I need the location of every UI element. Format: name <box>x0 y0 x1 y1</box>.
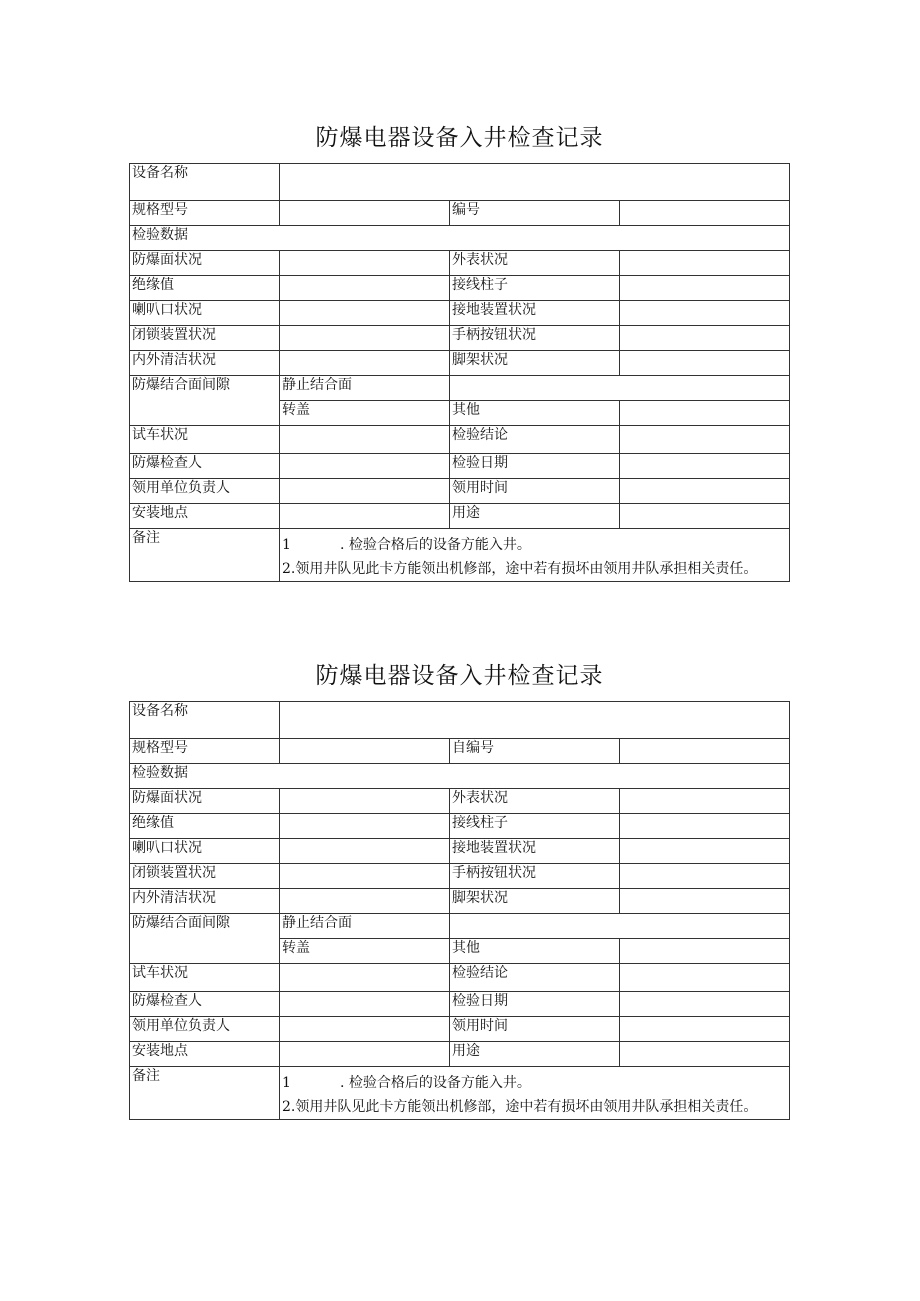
form-title: 防爆电器设备入井检查记录 <box>315 125 604 151</box>
field-conclusion[interactable] <box>620 964 790 992</box>
label-other: 其他 <box>450 401 620 426</box>
label-remarks: 备注 <box>130 1067 280 1120</box>
field-other[interactable] <box>620 939 790 964</box>
field-stand[interactable] <box>620 351 790 376</box>
label-explosion-surface: 防爆面状况 <box>130 251 280 276</box>
field-trial-run[interactable] <box>280 426 450 454</box>
field-device-name[interactable] <box>280 164 790 201</box>
remark-line-1 <box>282 533 787 557</box>
inspection-form-2 <box>129 656 790 1120</box>
label-receiver: 领用单位负责人 <box>130 479 280 504</box>
label-terminal: 接线柱子 <box>450 814 620 839</box>
label-grounding: 接地装置状况 <box>450 301 620 326</box>
label-handle-button: 手柄按钮状况 <box>450 326 620 351</box>
field-appearance[interactable] <box>620 251 790 276</box>
field-horn-mouth[interactable] <box>280 839 450 864</box>
label-usage: 用途 <box>450 504 620 529</box>
field-terminal[interactable] <box>620 276 790 301</box>
label-other: 其他 <box>450 939 620 964</box>
field-terminal[interactable] <box>620 814 790 839</box>
label-handle-button: 手柄按钮状况 <box>450 864 620 889</box>
field-install-location[interactable] <box>280 504 450 529</box>
field-explosion-surface[interactable] <box>280 251 450 276</box>
form-title: 防爆电器设备入井检查记录 <box>315 663 604 689</box>
remark-number-1: 1 <box>282 537 291 553</box>
field-inspector[interactable] <box>280 454 450 479</box>
field-insulation[interactable] <box>280 276 450 301</box>
label-receiver: 领用单位负责人 <box>130 1017 280 1042</box>
field-inspection-date[interactable] <box>620 992 790 1017</box>
remark-line-2: 2.领用井队见此卡方能领出机修部，途中若有损坏由领用井队承担相关责任。 <box>282 561 758 577</box>
field-cleaning[interactable] <box>280 351 450 376</box>
label-rotating-cover: 转盖 <box>280 401 450 426</box>
field-conclusion[interactable] <box>620 426 790 454</box>
label-receive-time: 领用时间 <box>450 1017 620 1042</box>
field-inspection-date[interactable] <box>620 454 790 479</box>
field-insulation[interactable] <box>280 814 450 839</box>
inspection-table <box>129 701 790 1120</box>
inspection-form-1 <box>129 118 790 582</box>
remarks-content <box>280 529 790 582</box>
field-static-joint[interactable] <box>450 914 790 939</box>
label-receive-time: 领用时间 <box>450 479 620 504</box>
field-inspector[interactable] <box>280 992 450 1017</box>
field-stand[interactable] <box>620 889 790 914</box>
field-install-location[interactable] <box>280 1042 450 1067</box>
label-spec-model: 规格型号 <box>130 201 280 226</box>
field-receive-time[interactable] <box>620 479 790 504</box>
label-install-location: 安装地点 <box>130 504 280 529</box>
field-device-name[interactable] <box>280 702 790 739</box>
label-usage: 用途 <box>450 1042 620 1067</box>
field-explosion-surface[interactable] <box>280 789 450 814</box>
label-appearance: 外表状况 <box>450 251 620 276</box>
field-lock-device[interactable] <box>280 326 450 351</box>
label-joint-gap: 防爆结合面间隙 <box>130 914 280 964</box>
field-static-joint[interactable] <box>450 376 790 401</box>
inspection-table <box>129 163 790 582</box>
label-lock-device: 闭锁装置状况 <box>130 864 280 889</box>
field-receive-time[interactable] <box>620 1017 790 1042</box>
remark-line-1 <box>282 1071 787 1095</box>
label-lock-device: 闭锁装置状况 <box>130 326 280 351</box>
label-conclusion: 检验结论 <box>450 426 620 454</box>
field-appearance[interactable] <box>620 789 790 814</box>
label-explosion-surface: 防爆面状况 <box>130 789 280 814</box>
label-serial: 编号 <box>450 201 620 226</box>
label-appearance: 外表状况 <box>450 789 620 814</box>
label-stand: 脚架状况 <box>450 889 620 914</box>
label-install-location: 安装地点 <box>130 1042 280 1067</box>
field-spec-model[interactable] <box>280 201 450 226</box>
label-joint-gap: 防爆结合面间隙 <box>130 376 280 426</box>
label-inspection-date: 检验日期 <box>450 992 620 1017</box>
label-remarks: 备注 <box>130 529 280 582</box>
label-insulation: 绝缘值 <box>130 276 280 301</box>
remark-line-2: 2.领用井队见此卡方能领出机修部，途中若有损坏由领用井队承担相关责任。 <box>282 1099 758 1115</box>
label-insulation: 绝缘值 <box>130 814 280 839</box>
label-grounding: 接地装置状况 <box>450 839 620 864</box>
remark-text-1: . 检验合格后的设备方能入井。 <box>340 1075 531 1091</box>
remarks-content <box>280 1067 790 1120</box>
label-cleaning: 内外清洁状况 <box>130 889 280 914</box>
field-horn-mouth[interactable] <box>280 301 450 326</box>
remark-number-1: 1 <box>282 1075 291 1091</box>
field-other[interactable] <box>620 401 790 426</box>
label-inspector: 防爆检查人 <box>130 454 280 479</box>
label-conclusion: 检验结论 <box>450 964 620 992</box>
field-usage[interactable] <box>620 504 790 529</box>
label-horn-mouth: 喇叭口状况 <box>130 839 280 864</box>
field-trial-run[interactable] <box>280 964 450 992</box>
label-trial-run: 试车状况 <box>130 964 280 992</box>
label-terminal: 接线柱子 <box>450 276 620 301</box>
label-serial: 自编号 <box>450 739 620 764</box>
field-lock-device[interactable] <box>280 864 450 889</box>
field-serial[interactable] <box>620 201 790 226</box>
label-rotating-cover: 转盖 <box>280 939 450 964</box>
label-stand: 脚架状况 <box>450 351 620 376</box>
field-handle-button[interactable] <box>620 326 790 351</box>
field-grounding[interactable] <box>620 301 790 326</box>
field-receiver[interactable] <box>280 1017 450 1042</box>
label-static-joint: 静止结合面 <box>280 376 450 401</box>
label-inspection-data: 检验数据 <box>130 764 790 789</box>
label-device-name: 设备名称 <box>130 702 280 739</box>
label-inspection-data: 检验数据 <box>130 226 790 251</box>
label-inspector: 防爆检查人 <box>130 992 280 1017</box>
field-receiver[interactable] <box>280 479 450 504</box>
remark-text-1: . 检验合格后的设备方能入井。 <box>340 537 531 553</box>
field-grounding[interactable] <box>620 839 790 864</box>
field-usage[interactable] <box>620 1042 790 1067</box>
field-cleaning[interactable] <box>280 889 450 914</box>
label-static-joint: 静止结合面 <box>280 914 450 939</box>
field-handle-button[interactable] <box>620 864 790 889</box>
label-trial-run: 试车状况 <box>130 426 280 454</box>
label-device-name: 设备名称 <box>130 164 280 201</box>
label-cleaning: 内外清洁状况 <box>130 351 280 376</box>
label-spec-model: 规格型号 <box>130 739 280 764</box>
field-serial[interactable] <box>620 739 790 764</box>
label-horn-mouth: 喇叭口状况 <box>130 301 280 326</box>
field-spec-model[interactable] <box>280 739 450 764</box>
label-inspection-date: 检验日期 <box>450 454 620 479</box>
